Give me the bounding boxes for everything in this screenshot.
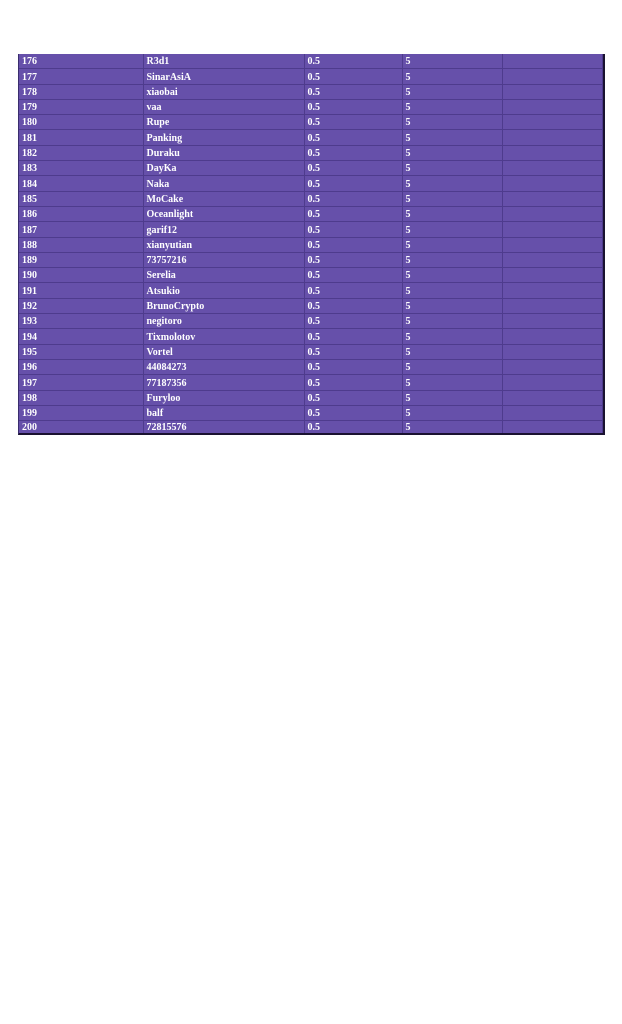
count-cell: 5	[402, 252, 502, 267]
count-cell: 5	[402, 191, 502, 206]
table-row	[19, 375, 603, 390]
ranking-table-grid	[19, 54, 603, 433]
count-cell: 5	[402, 314, 502, 329]
name-cell: garif12	[143, 222, 304, 237]
name-cell: Panking	[143, 130, 304, 145]
count-cell: 5	[402, 130, 502, 145]
rank-cell: 195	[19, 344, 143, 359]
name-cell: R3d1	[143, 54, 304, 69]
count-cell: 5	[402, 344, 502, 359]
count-cell: 5	[402, 176, 502, 191]
rank-cell: 189	[19, 252, 143, 267]
count-cell: 5	[402, 54, 502, 69]
table-row	[19, 421, 603, 434]
extra-cell	[502, 283, 603, 298]
extra-cell	[502, 298, 603, 313]
table-row	[19, 222, 603, 237]
extra-cell	[502, 69, 603, 84]
count-cell: 5	[402, 421, 502, 434]
table-row	[19, 329, 603, 344]
amount-cell: 0.5	[304, 206, 402, 221]
amount-cell: 0.5	[304, 99, 402, 114]
count-cell: 5	[402, 84, 502, 99]
rank-cell: 188	[19, 237, 143, 252]
amount-cell: 0.5	[304, 84, 402, 99]
rank-cell: 179	[19, 99, 143, 114]
extra-cell	[502, 405, 603, 420]
rank-cell: 196	[19, 359, 143, 374]
rank-cell: 194	[19, 329, 143, 344]
extra-cell	[502, 161, 603, 176]
count-cell: 5	[402, 298, 502, 313]
count-cell: 5	[402, 329, 502, 344]
rank-cell: 178	[19, 84, 143, 99]
amount-cell: 0.5	[304, 390, 402, 405]
table-row	[19, 298, 603, 313]
extra-cell	[502, 176, 603, 191]
name-cell: xiaobai	[143, 84, 304, 99]
amount-cell: 0.5	[304, 161, 402, 176]
amount-cell: 0.5	[304, 329, 402, 344]
count-cell: 5	[402, 237, 502, 252]
rank-cell: 198	[19, 390, 143, 405]
amount-cell: 0.5	[304, 252, 402, 267]
name-cell: Duraku	[143, 145, 304, 160]
name-cell: BrunoCrypto	[143, 298, 304, 313]
rank-cell: 183	[19, 161, 143, 176]
rank-cell: 190	[19, 268, 143, 283]
extra-cell	[502, 130, 603, 145]
count-cell: 5	[402, 161, 502, 176]
extra-cell	[502, 99, 603, 114]
extra-cell	[502, 421, 603, 434]
amount-cell: 0.5	[304, 314, 402, 329]
amount-cell: 0.5	[304, 375, 402, 390]
table-row	[19, 252, 603, 267]
rank-cell: 193	[19, 314, 143, 329]
name-cell: 72815576	[143, 421, 304, 434]
rank-cell: 191	[19, 283, 143, 298]
table-row	[19, 344, 603, 359]
ranking-table	[18, 54, 605, 435]
count-cell: 5	[402, 375, 502, 390]
count-cell: 5	[402, 283, 502, 298]
amount-cell: 0.5	[304, 283, 402, 298]
extra-cell	[502, 375, 603, 390]
amount-cell: 0.5	[304, 344, 402, 359]
rank-cell: 182	[19, 145, 143, 160]
extra-cell	[502, 191, 603, 206]
name-cell: Vortel	[143, 344, 304, 359]
name-cell: Rupe	[143, 115, 304, 130]
count-cell: 5	[402, 405, 502, 420]
extra-cell	[502, 329, 603, 344]
amount-cell: 0.5	[304, 421, 402, 434]
extra-cell	[502, 314, 603, 329]
amount-cell: 0.5	[304, 222, 402, 237]
extra-cell	[502, 115, 603, 130]
name-cell: Naka	[143, 176, 304, 191]
amount-cell: 0.5	[304, 268, 402, 283]
table-row	[19, 237, 603, 252]
count-cell: 5	[402, 99, 502, 114]
count-cell: 5	[402, 69, 502, 84]
rank-cell: 180	[19, 115, 143, 130]
extra-cell	[502, 222, 603, 237]
table-row	[19, 314, 603, 329]
table-body	[19, 54, 603, 433]
table-row	[19, 191, 603, 206]
amount-cell: 0.5	[304, 176, 402, 191]
extra-cell	[502, 359, 603, 374]
name-cell: MoCake	[143, 191, 304, 206]
name-cell: 73757216	[143, 252, 304, 267]
name-cell: 77187356	[143, 375, 304, 390]
extra-cell	[502, 344, 603, 359]
table-row	[19, 390, 603, 405]
name-cell: SinarAsiA	[143, 69, 304, 84]
extra-cell	[502, 84, 603, 99]
extra-cell	[502, 252, 603, 267]
extra-cell	[502, 206, 603, 221]
extra-cell	[502, 268, 603, 283]
name-cell: xianyutian	[143, 237, 304, 252]
name-cell: balf	[143, 405, 304, 420]
name-cell: 44084273	[143, 359, 304, 374]
count-cell: 5	[402, 206, 502, 221]
count-cell: 5	[402, 390, 502, 405]
amount-cell: 0.5	[304, 359, 402, 374]
table-row	[19, 359, 603, 374]
amount-cell: 0.5	[304, 237, 402, 252]
rank-cell: 176	[19, 54, 143, 69]
count-cell: 5	[402, 359, 502, 374]
rank-cell: 192	[19, 298, 143, 313]
amount-cell: 0.5	[304, 69, 402, 84]
name-cell: negitoro	[143, 314, 304, 329]
count-cell: 5	[402, 222, 502, 237]
rank-cell: 186	[19, 206, 143, 221]
table-row	[19, 54, 603, 69]
table-row	[19, 283, 603, 298]
table-row	[19, 69, 603, 84]
table-row	[19, 84, 603, 99]
table-row	[19, 99, 603, 114]
name-cell: Atsukio	[143, 283, 304, 298]
rank-cell: 185	[19, 191, 143, 206]
table-row	[19, 405, 603, 420]
amount-cell: 0.5	[304, 145, 402, 160]
table-row	[19, 115, 603, 130]
table-row	[19, 130, 603, 145]
name-cell: Serelia	[143, 268, 304, 283]
rank-cell: 200	[19, 421, 143, 434]
rank-cell: 177	[19, 69, 143, 84]
rank-cell: 184	[19, 176, 143, 191]
count-cell: 5	[402, 115, 502, 130]
rank-cell: 197	[19, 375, 143, 390]
extra-cell	[502, 145, 603, 160]
rank-cell: 181	[19, 130, 143, 145]
name-cell: Oceanlight	[143, 206, 304, 221]
amount-cell: 0.5	[304, 405, 402, 420]
count-cell: 5	[402, 145, 502, 160]
table-row	[19, 206, 603, 221]
rank-cell: 199	[19, 405, 143, 420]
name-cell: Furyloo	[143, 390, 304, 405]
amount-cell: 0.5	[304, 54, 402, 69]
count-cell: 5	[402, 268, 502, 283]
table-row	[19, 145, 603, 160]
amount-cell: 0.5	[304, 298, 402, 313]
name-cell: vaa	[143, 99, 304, 114]
amount-cell: 0.5	[304, 191, 402, 206]
amount-cell: 0.5	[304, 115, 402, 130]
amount-cell: 0.5	[304, 130, 402, 145]
table-row	[19, 268, 603, 283]
extra-cell	[502, 237, 603, 252]
rank-cell: 187	[19, 222, 143, 237]
table-row	[19, 161, 603, 176]
name-cell: Tixmolotov	[143, 329, 304, 344]
extra-cell	[502, 54, 603, 69]
table-row	[19, 176, 603, 191]
name-cell: DayKa	[143, 161, 304, 176]
extra-cell	[502, 390, 603, 405]
